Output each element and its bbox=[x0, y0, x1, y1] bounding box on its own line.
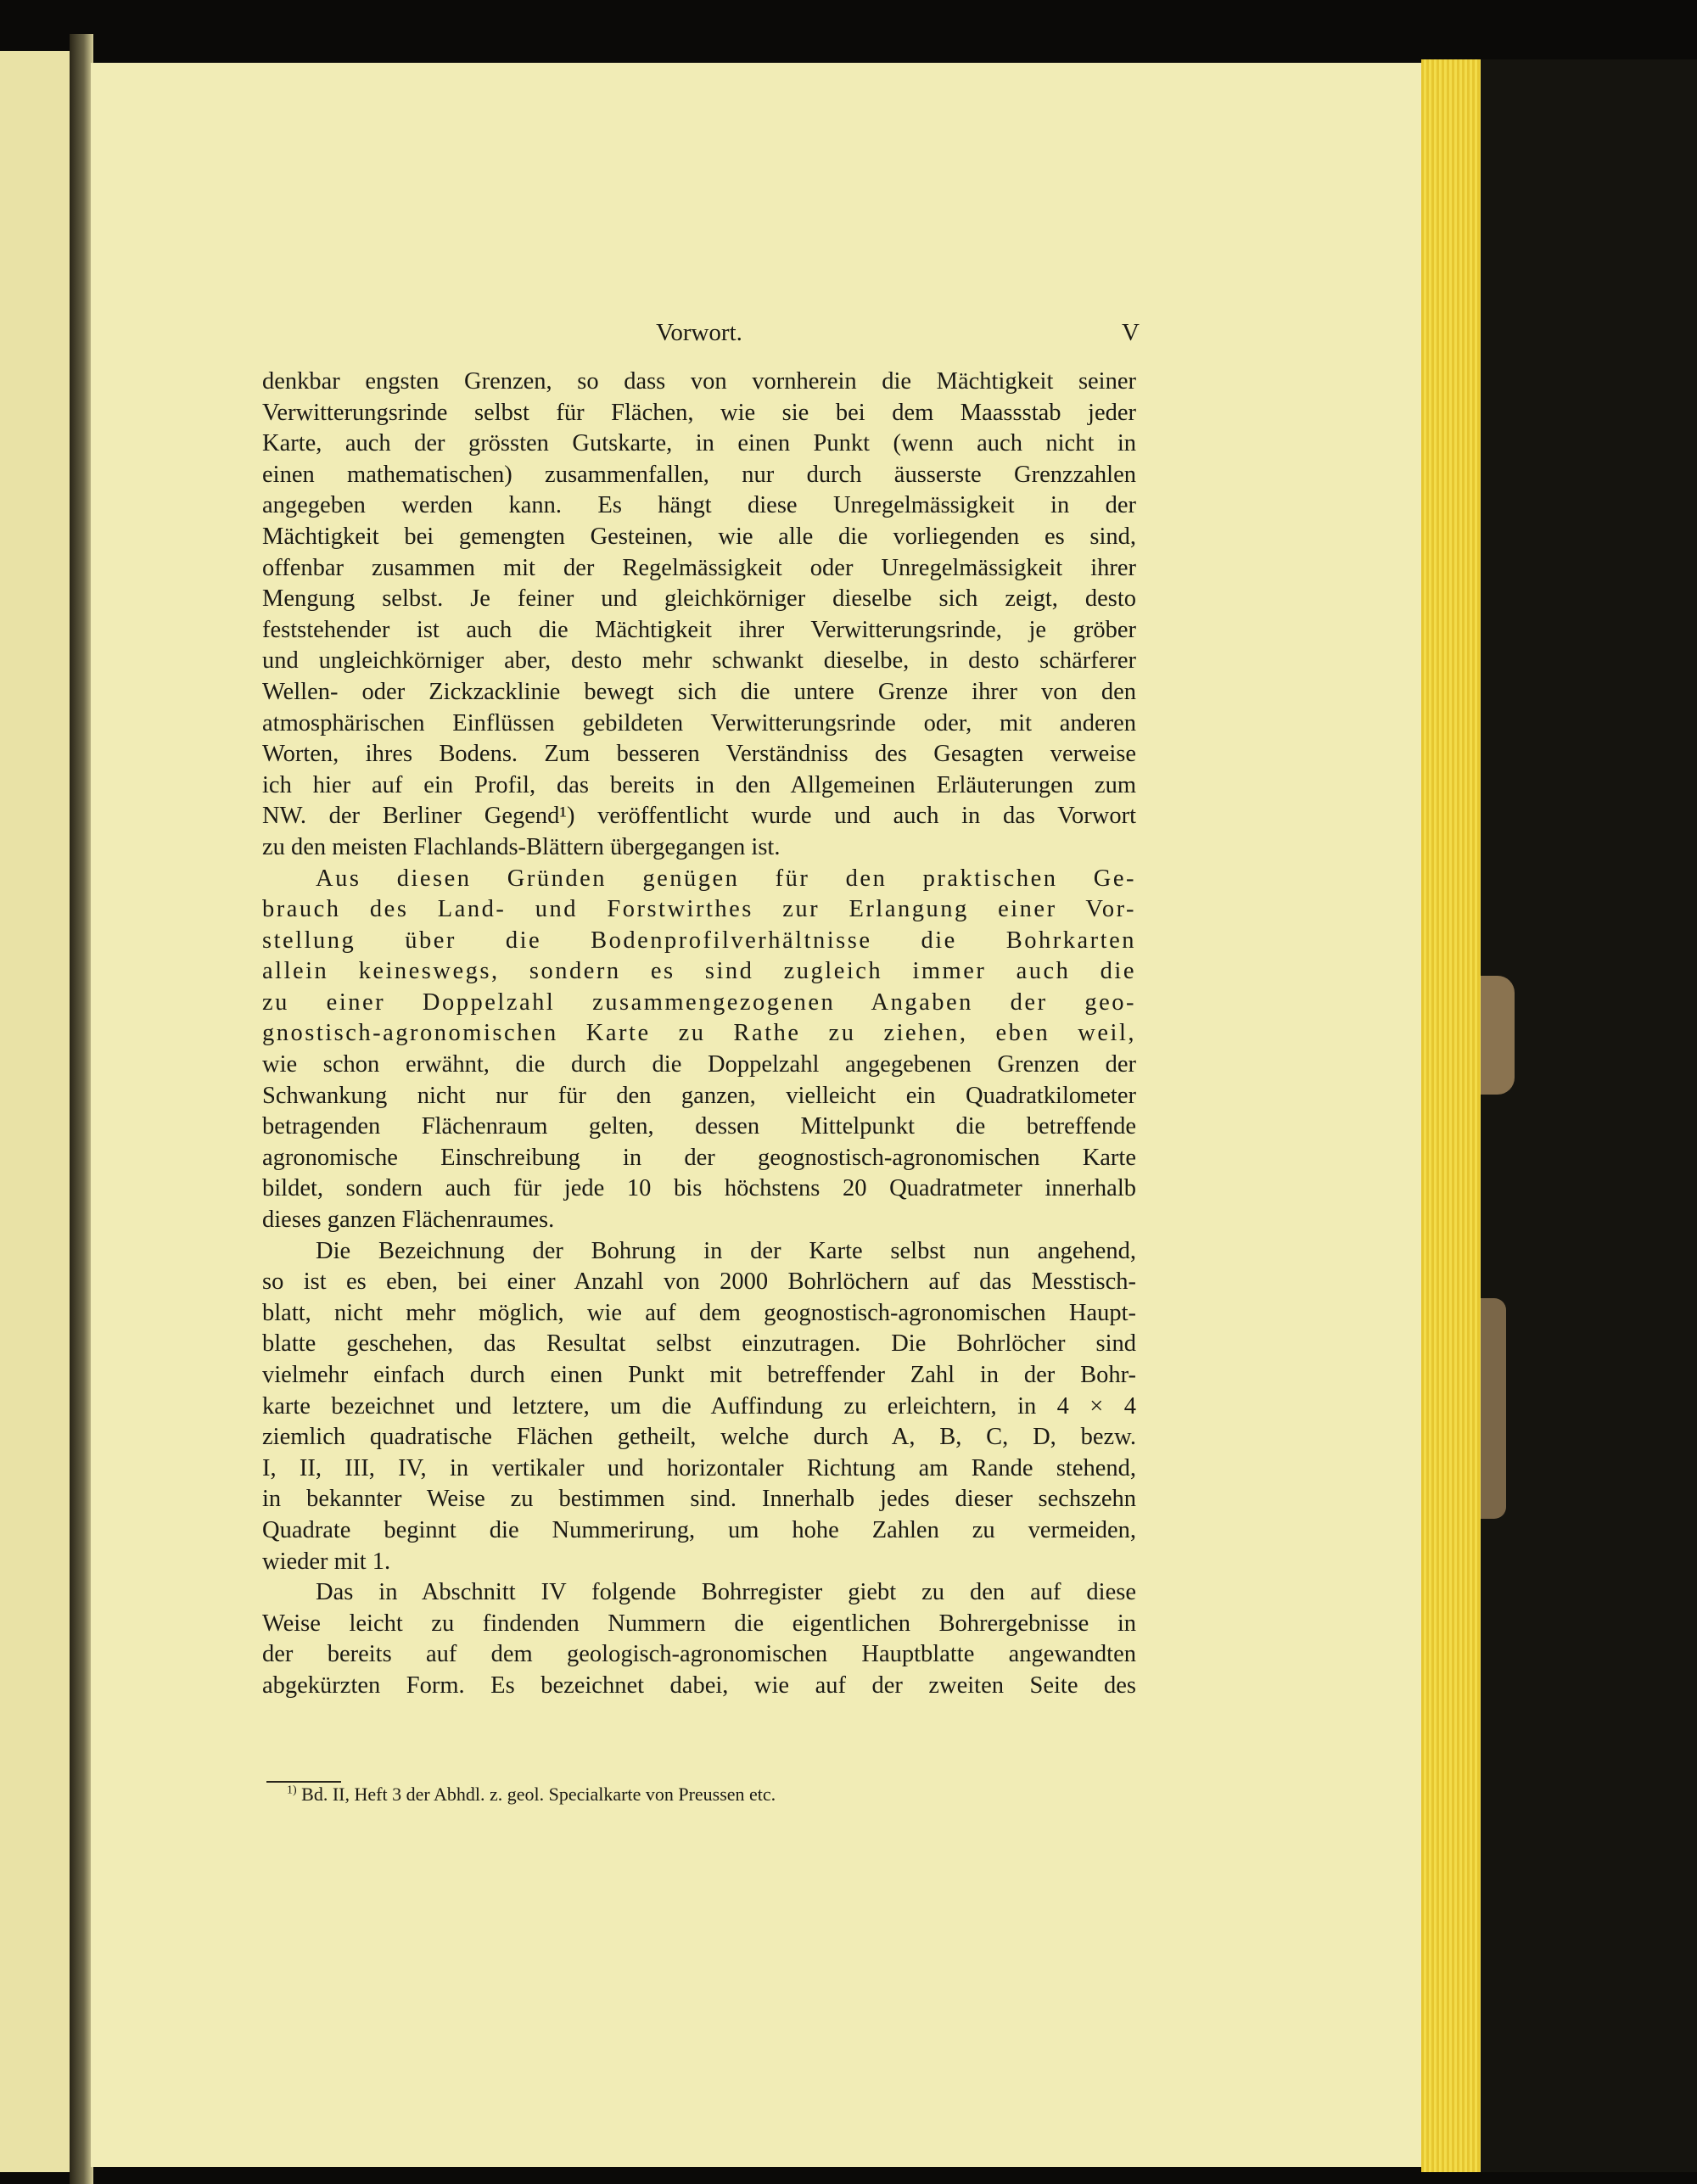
text-line: dieses ganzen Flächenraumes. bbox=[262, 1207, 555, 1234]
text-line: ich hier auf ein Profil, das bereits in den Allgemeinen Erläuterungen zum bbox=[262, 771, 1136, 798]
text-line: wie schon erwähnt, die durch die Doppelzahl angegebenen Grenzen der bbox=[262, 1051, 1136, 1078]
text-line: I, II, III, IV, in vertikaler und horizontaler Richtung am Rande stehend, bbox=[262, 1454, 1136, 1481]
text-line: atmosphärischen Einflüssen gebildeten Verwitterungsrinde oder, mit anderen bbox=[262, 709, 1136, 736]
text-line: feststehender ist auch die Mächtigkeit ihrer Verwitterungsrinde, je gröber bbox=[262, 616, 1136, 643]
footnote bbox=[287, 1784, 776, 1806]
text-line: in bekannter Weise zu bestimmen sind. Innerhalb jedes dieser sechszehn bbox=[262, 1486, 1136, 1513]
text-line: Aus diesen Gründen genügen für den praktischen Ge- bbox=[316, 865, 1136, 892]
book-gutter bbox=[70, 34, 93, 2184]
text-line: wieder mit 1. bbox=[262, 1548, 391, 1575]
cover-damage bbox=[1481, 1298, 1506, 1519]
text-line: Worten, ihres Bodens. Zum besseren Verständniss des Gesagten verweise bbox=[262, 741, 1136, 768]
text-line: Quadrate beginnt die Nummerirung, um hohe Zahlen zu vermeiden, bbox=[262, 1516, 1136, 1543]
page-edges bbox=[1421, 59, 1481, 2172]
paragraph bbox=[262, 367, 1136, 864]
text-line: blatt, nicht mehr möglich, wie auf dem geognostisch-agronomischen Haupt- bbox=[262, 1299, 1136, 1326]
text-line: gnostisch-agronomischen Karte zu Rathe zu ziehen, eben weil, bbox=[262, 1020, 1136, 1047]
footnote-rule bbox=[266, 1781, 341, 1783]
page-number: V bbox=[1122, 319, 1140, 346]
text-line: so ist es eben, bei einer Anzahl von 2000 Bohrlöchern auf das Messtisch- bbox=[262, 1268, 1136, 1296]
text-line: zu einer Doppelzahl zusammengezogenen Angaben der geo- bbox=[262, 988, 1136, 1016]
text-line: Weise leicht zu findenden Nummern die eigentlichen Bohrergebnisse in bbox=[262, 1610, 1136, 1637]
paragraph bbox=[262, 1236, 1136, 1578]
text-line: agronomische Einschreibung in der geognostisch-agronomischen Karte bbox=[262, 1144, 1136, 1171]
text-line: Verwitterungsrinde selbst für Flächen, wie sie bei dem Maassstab jeder bbox=[262, 399, 1136, 426]
footnote-text: Bd. II, Heft 3 der Abhdl. z. geol. Specialkarte von Preussen etc. bbox=[301, 1784, 776, 1805]
text-line: brauch des Land- und Forstwirthes zur Erlangung einer Vor- bbox=[262, 896, 1136, 923]
text-line: der bereits auf dem geologisch-agronomischen Hauptblatte angewandten bbox=[262, 1641, 1136, 1668]
text-line: bildet, sondern auch für jede 10 bis höchstens 20 Quadratmeter innerhalb bbox=[262, 1175, 1136, 1202]
header-title: Vorwort. bbox=[656, 319, 742, 346]
text-line: Karte, auch der grössten Gutskarte, in einen Punkt (wenn auch nicht in bbox=[262, 430, 1136, 457]
text-line: zu den meisten Flachlands-Blättern übergegangen ist. bbox=[262, 833, 781, 860]
text-line: allein keineswegs, sondern es sind zugleich immer auch die bbox=[262, 958, 1136, 985]
text-line: Die Bezeichnung der Bohrung in der Karte selbst nun angehend, bbox=[316, 1237, 1136, 1264]
footnote-marker: 1) bbox=[287, 1784, 297, 1797]
text-line: einen mathematischen) zusammenfallen, nur durch äusserste Grenzzahlen bbox=[262, 461, 1136, 488]
text-line: Schwankung nicht nur für den ganzen, vielleicht ein Quadratkilometer bbox=[262, 1082, 1136, 1109]
text-line: vielmehr einfach durch einen Punkt mit betreffender Zahl in der Bohr- bbox=[262, 1362, 1136, 1388]
text-line: offenbar zusammen mit der Regelmässigkeit oder Unregelmässigkeit ihrer bbox=[262, 554, 1136, 581]
text-line: angegeben werden kann. Es hängt diese Unregelmässigkeit in der bbox=[262, 492, 1136, 519]
text-line: stellung über die Bodenprofilverhältnisse die Bohrkarten bbox=[262, 927, 1136, 954]
paragraph bbox=[262, 864, 1136, 1236]
cover-damage bbox=[1481, 976, 1515, 1095]
text-line: Mengung selbst. Je feiner und gleichkörniger dieselbe sich zeigt, desto bbox=[262, 585, 1136, 613]
text-line: blatte geschehen, das Resultat selbst einzutragen. Die Bohrlöcher sind bbox=[262, 1330, 1136, 1358]
text-line: Das in Abschnitt IV folgende Bohrregister giebt zu den auf diese bbox=[316, 1579, 1136, 1606]
text-line: Mächtigkeit bei gemengten Gesteinen, wie alle die vorliegenden es sind, bbox=[262, 523, 1136, 550]
facing-page-edge bbox=[0, 51, 70, 2172]
body-text bbox=[262, 367, 1136, 1702]
running-header bbox=[262, 319, 1140, 350]
text-line: und ungleichkörniger aber, desto mehr schwankt dieselbe, in desto schärferer bbox=[262, 647, 1136, 675]
text-line: Wellen- oder Zickzacklinie bewegt sich die untere Grenze ihrer von den bbox=[262, 678, 1136, 705]
paragraph bbox=[262, 1577, 1136, 1701]
text-line: betragenden Flächenraum gelten, dessen Mittelpunkt die betreffende bbox=[262, 1113, 1136, 1140]
book-cover bbox=[1481, 59, 1697, 2172]
text-line: NW. der Berliner Gegend¹) veröffentlicht wurde und auch in das Vorwort bbox=[262, 803, 1136, 830]
text-line: denkbar engsten Grenzen, so dass von vornherein die Mächtigkeit seiner bbox=[262, 368, 1136, 395]
text-line: ziemlich quadratische Flächen getheilt, welche durch A, B, C, D, bezw. bbox=[262, 1424, 1136, 1451]
text-line: karte bezeichnet und letztere, um die Auffindung zu erleichtern, in 4 × 4 bbox=[262, 1392, 1136, 1420]
text-line: abgekürzten Form. Es bezeichnet dabei, wie auf der zweiten Seite des bbox=[262, 1672, 1136, 1699]
